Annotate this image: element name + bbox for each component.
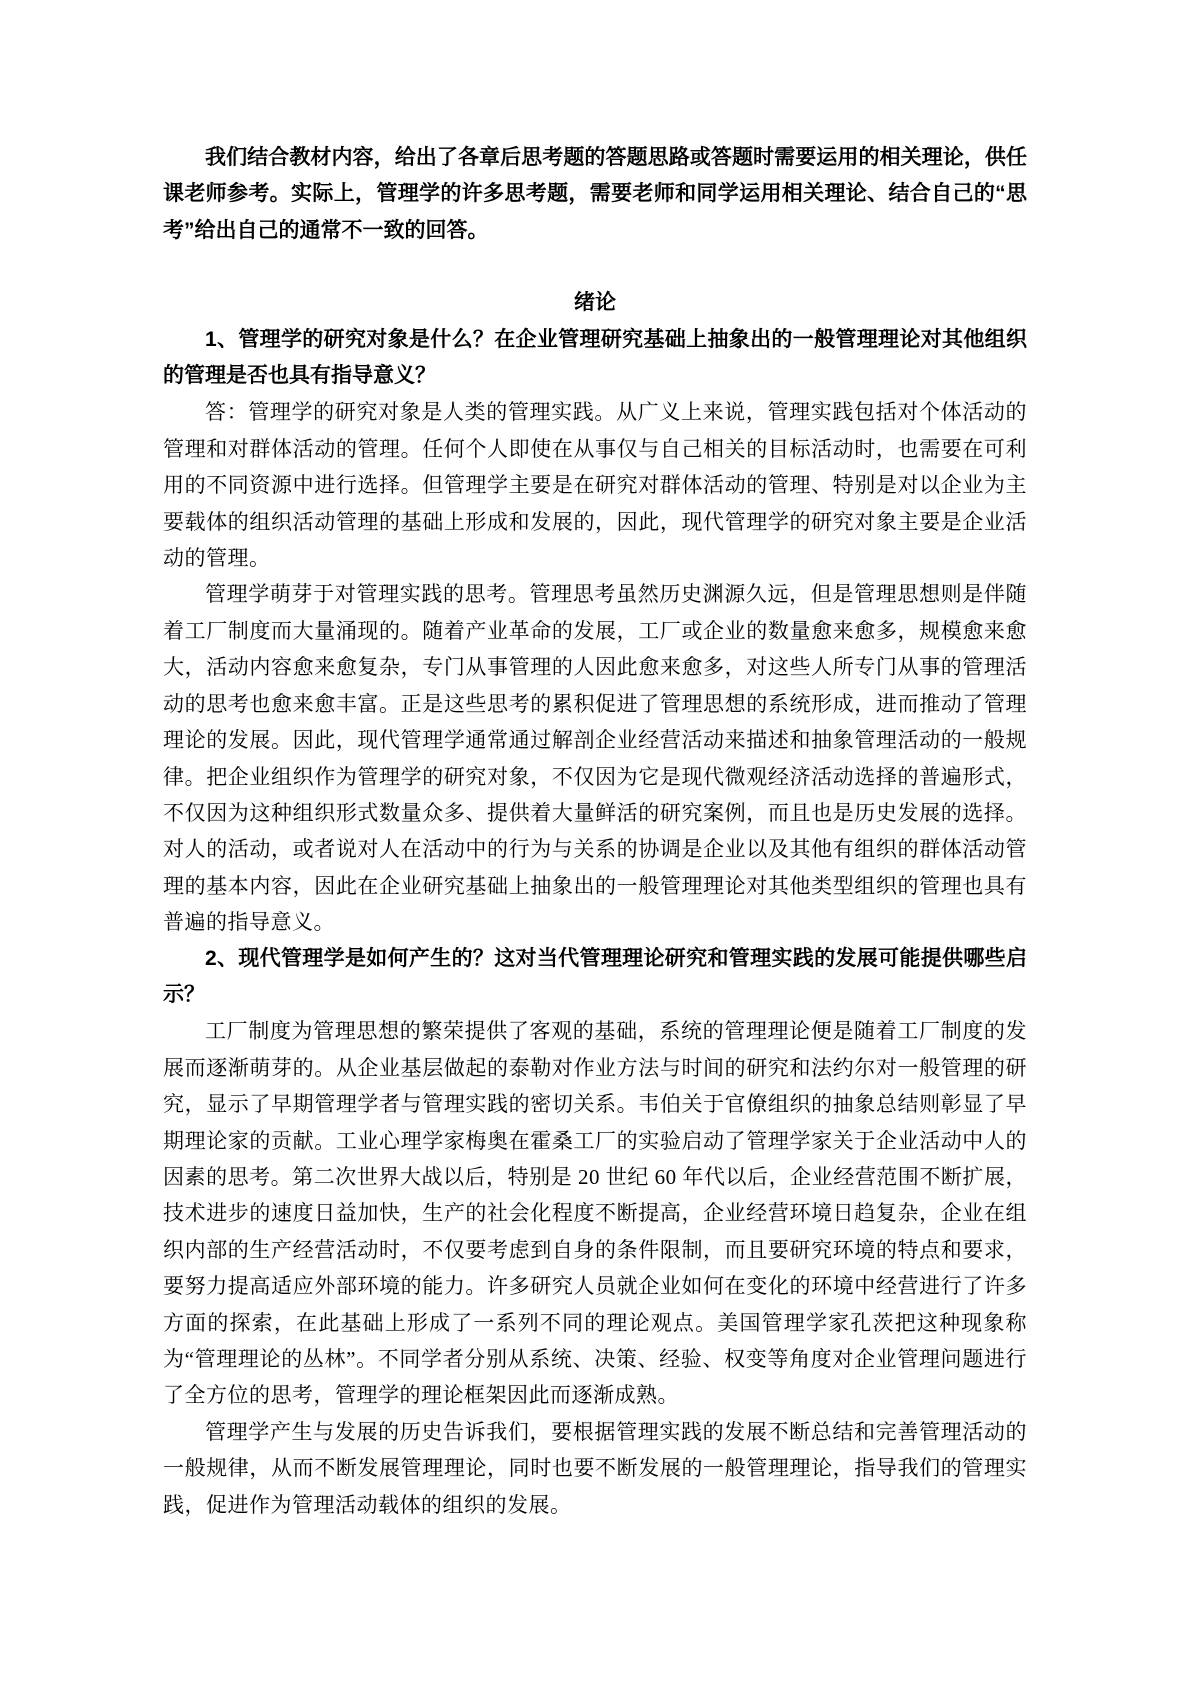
answer-2-paragraph-2: 管理学产生与发展的历史告诉我们，要根据管理实践的发展不断总结和完善管理活动的一般规律，从而不断发展管理理论，同时也要不断发展的一般管理理论，指导我们的管理实践，促进作为管理活动载体的组织的发展。	[163, 1419, 1027, 1517]
question-2: 2、现代管理学是如何产生的？这对当代管理理论研究和管理实践的发展可能提供哪些启示？	[163, 946, 1027, 1006]
question-1: 1、管理学的研究对象是什么？在企业管理研究基础上抽象出的一般管理理论对其他组织的管理是否也具有指导意义？	[163, 327, 1027, 388]
intro-paragraph: 我们结合教材内容，给出了各章后思考题的答题思路或答题时需要运用的相关理论，供任课老师参考。实际上，管理学的许多思考题，需要老师和同学运用相关理论、结合自己的“思考”给出自己的通常不一致的回答。	[163, 146, 1027, 242]
answer-1-paragraph-2: 管理学萌芽于对管理实践的思考。管理思考虽然历史渊源久远，但是管理思想则是伴随着工厂制度而大量涌现的。随着产业革命的发展，工厂或企业的数量愈来愈多，规模愈来愈大，活动内容愈来愈复杂，专门从事管理的人因此愈来愈多，对这些人所专门从事的管理活动的思考也愈来愈丰富。正是这些思考的累积促进了管理思想的系统形成，进而推动了管理理论的发展。因此，现代管理学通常通过解剖企业经营活动来描述和抽象管理活动的一般规律。把企业组织作为管理学的研究对象，不仅因为它是现代微观经济活动选择的普遍形式，不仅因为这种组织形式数量众多、提供着大量鲜活的研究案例，而且也是历史发展的选择。对人的活动，或者说对人在活动中的行为与关系的协调是企业以及其他有组织的群体活动管理的基本内容，因此在企业研究基础上抽象出的一般管理理论对其他类型组织的管理也具有普遍的指导意义。	[163, 582, 1027, 935]
section-title: 绪论	[574, 291, 616, 315]
answer-1-paragraph-1: 答：管理学的研究对象是人类的管理实践。从广义上来说，管理实践包括对个体活动的管理和对群体活动的管理。任何个人即使在从事仅与自己相关的目标活动时，也需要在可利用的不同资源中进行选择。但管理学主要是在研究对群体活动的管理、特别是对以企业为主要载体的组织活动管理的基础上形成和发展的，因此，现代管理学的研究对象主要是企业活动的管理。	[163, 400, 1027, 571]
document-content	[163, 140, 1027, 1523]
answer-2-paragraph-1: 工厂制度为管理思想的繁荣提供了客观的基础，系统的管理理论便是随着工厂制度的发展而逐渐萌芽的。从企业基层做起的泰勒对作业方法与时间的研究和法约尔对一般管理的研究，显示了早期管理学者与管理实践的密切关系。韦伯关于官僚组织的抽象总结则彰显了早期理论家的贡献。工业心理学家梅奥在霍桑工厂的实验启动了管理学家关于企业活动中人的因素的思考。第二次世界大战以后，特别是 20 世纪 60 年代以后，企业经营范围不断扩展，技术进步的速度日益加快，生产的社会化程度不断提高，企业经营环境日趋复杂，企业在组织内部的生产经营活动时，不仅要考虑到自身的条件限制，而且要研究环境的特点和要求，要努力提高适应外部环境的能力。许多研究人员就企业如何在变化的环境中经营进行了许多方面的探索，在此基础上形成了一系列不同的理论观点。美国管理学家孔茨把这种现象称为“管理理论的丛林”。不同学者分别从系统、决策、经验、权变等角度对企业管理问题进行了全方位的思考，管理学的理论框架因此而逐渐成熟。	[163, 1019, 1027, 1408]
